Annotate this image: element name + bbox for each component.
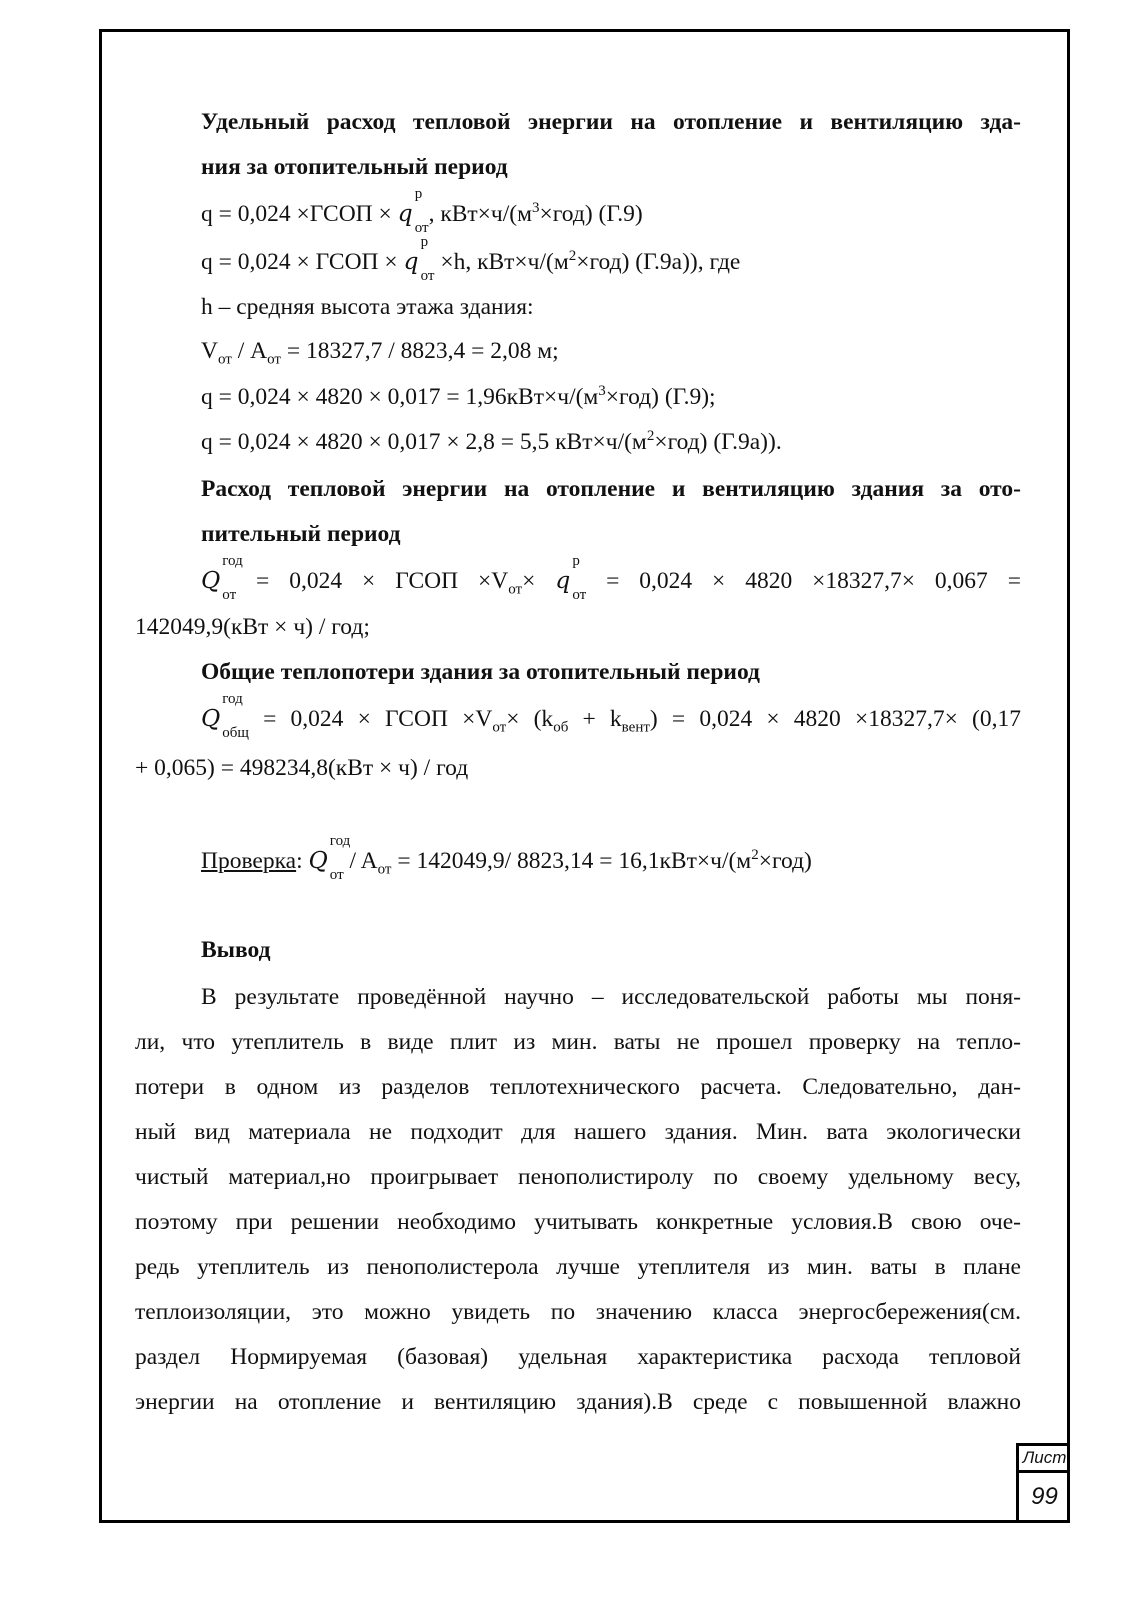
formula-q-total-result: + 0,065) = 498234,8(кВт × ч) / год	[135, 755, 469, 781]
heading-specific-heat-line2: ния за отопительный период	[201, 154, 508, 180]
formula-q-total: Q год $_{общ}$ = 0,024 × ГСОП $\times V_{от}\times (k_{об} + k_{вент}) = 0,024 \times 4820 \times 18327,7\times (0,17$	[201, 690, 1021, 741]
conclusion-line-4: чистый материал,но проигрывает пенополистиролу по своему удельному весу,	[135, 1164, 1021, 1190]
calc-g9: $q = 0,024 \times 4820 \times 0,017 = 1,96кВт\times ч/(м^3\times год)$ (Г.9);	[201, 383, 716, 410]
conclusion-line-9: энергии на отопление и вентиляцию здания).В среде с повышенной влажно	[135, 1389, 1021, 1415]
formula-q-year: Q год $_{от}$ = 0,024 × ГСОП $\times V_{от}\times q$ р $_{от}$ = 0,024 × 4820 ×18327,7× 0,067 =	[201, 552, 1021, 603]
heading-specific-heat-line1: Удельный расход тепловой энергии на отопление и вентиляцию зда-	[201, 109, 1021, 135]
formula-g9: q = 0,024 ×ГСОП × q р $_{от}$, $кВт\times ч/(м^3\times год)$ (Г.9)	[201, 185, 643, 236]
conclusion-line-1: ли, что утеплитель в виде плит из мин. ваты не прошел проверку на тепло-	[135, 1029, 1021, 1055]
heading-heat-consumption-line1: Расход тепловой энергии на отопление и вентиляцию здания за ото-	[201, 476, 1021, 502]
formula-q-year-result: 142049,9(кВт × ч) / год;	[135, 614, 370, 640]
conclusion-line-0: В результате проведённой научно – исследовательской работы мы поня-	[201, 984, 1021, 1010]
conclusion-line-3: ный вид материала не подходит для нашего здания. Мин. вата экологически	[135, 1119, 1021, 1145]
conclusion-line-6: редь утеплитель из пенополистерола лучше утеплителя из мин. ваты в плане	[135, 1254, 1021, 1280]
heading-heat-consumption-line2: пительный период	[201, 521, 401, 547]
check-line: Проверка: Q год $_{от} / A_{от} = 142049,9/$ $8823,14 = 16,1кВт\times ч/(м^2\times год)$	[201, 832, 812, 883]
volume-area-ratio: $V_{от} / A_{от} = 18327,7 / 8823,4 = 2,08$ м;	[201, 338, 559, 368]
formula-g9a: q = 0,024 × ГСОП × q р $_{от}$ ×h, $кВт\times ч/(м^2\times год)$ (Г.9а)), где	[201, 233, 741, 284]
sheet-label: Лист	[1019, 1446, 1070, 1473]
conclusion-line-7: теплоизоляции, это можно увидеть по значению класса энергосбережения(см.	[135, 1299, 1021, 1325]
page-number: 99	[1031, 1483, 1058, 1510]
calc-g9a: q = 0,024 × 4820 × 0,017 × 2,8 = 5,5 $кВт\times ч/(м^2\times год)$ (Г.9а)).	[201, 428, 782, 455]
heading-heat-loss: Общие теплопотери здания за отопительный период	[201, 659, 760, 685]
h-definition: h – средняя высота этажа здания:	[201, 294, 534, 320]
check-label: Проверка	[201, 848, 297, 874]
conclusion-title: Вывод	[201, 937, 271, 963]
conclusion-line-2: потери в одном из разделов теплотехнического расчета. Следовательно, дан-	[135, 1074, 1021, 1100]
conclusion-line-5: поэтому при решении необходимо учитывать конкретные условия.В свою оче-	[135, 1209, 1021, 1235]
sheet-stamp	[1016, 1443, 1070, 1523]
conclusion-line-8: раздел Нормируемая (базовая) удельная характеристика расхода тепловой	[135, 1344, 1021, 1370]
